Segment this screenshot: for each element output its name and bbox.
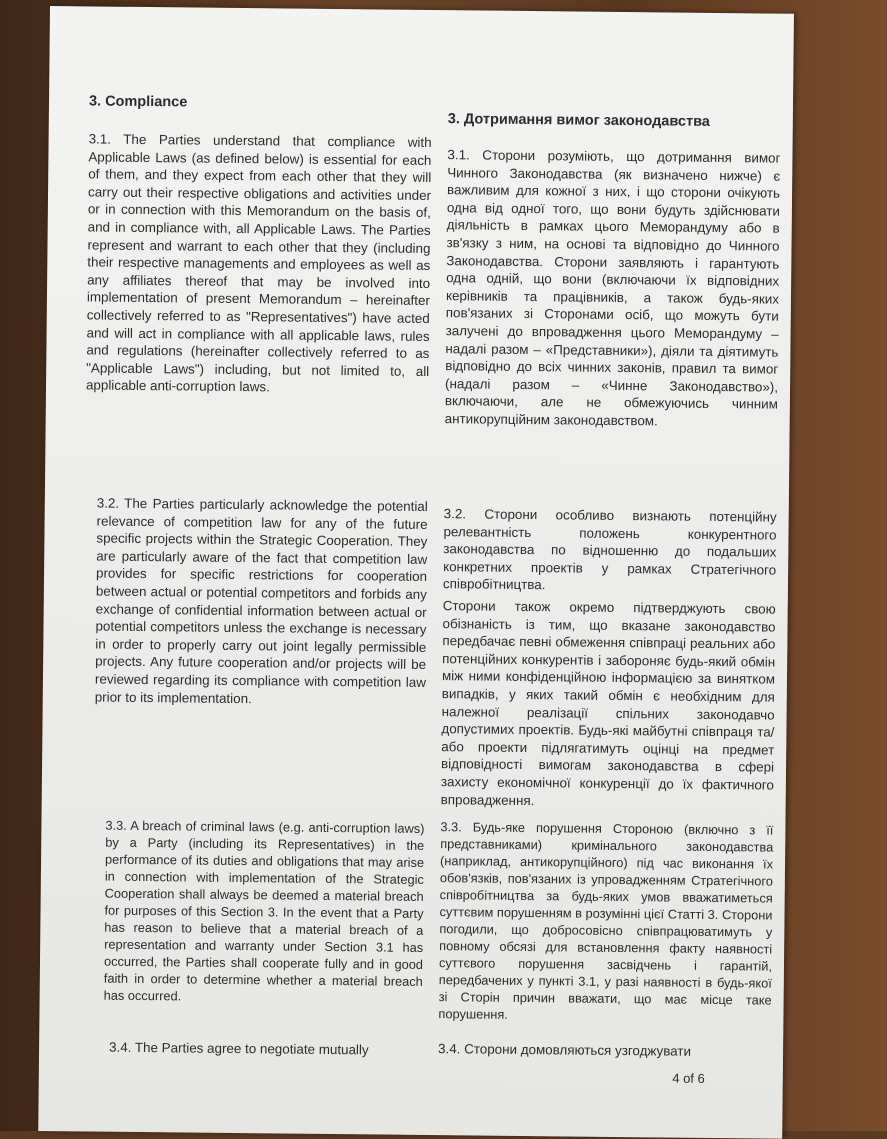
page-number: 4 of 6 xyxy=(672,1070,705,1086)
clause-3-2-en: 3.2. The Parties particularly acknowledge the potential relevance of competition law for any of the future specific projects within the Strategic Cooperation. They are particularly aware of the fact that competition law provides for specific restrictions for cooperation between actual or potential competitors and forbids any exchange of confidential information between actual or potential competitors unless the exchange is necessary in order to properly carry out joint legally permissible projects. Any future cooperation and/or projects will be reviewed regarding its compliance with competition law prior to its implementation. xyxy=(94,495,428,706)
section-heading-uk: 3. Дотримання вимог законодавства xyxy=(447,111,710,130)
section-heading-en: 3. Compliance xyxy=(88,93,188,111)
document-page xyxy=(38,6,794,1139)
clause-3-2-uk xyxy=(441,505,777,816)
clause-3-3-en: 3.3. A breach of criminal laws (e.g. anti-corruption laws) by a Party (including its Representatives) in the performance of its duties and obligations that may arise in connection with implementation of the Strategic Cooperation shall always be deemed a material breach for purposes of this Section 3. In the event that a Party has reason to believe that a material breach of a representation and warranty under Section 3.1 has occurred, the Parties shall cooperate fully and in good faith in order to determine whether a material breach has occurred. xyxy=(103,817,425,1004)
clause-3-4-uk: 3.4. Сторони домовляються узгоджувати xyxy=(438,1041,692,1059)
clause-3-3-uk: 3.3. Будь-яке порушення Стороною (включно з її представниками) кримінального законодавства (наприклад, антикорупційного) під час виконання їх обов'язків, пов'язаних із упровадженням Стратегічного співробітництва за будь-яких умов вважатиметься суттєвим порушенням в розумінні цієї Статті 3. Сторони погодили, що добросовісно співпрацюватимуть у повному обсязі для встановлення факту наявності суттєвого порушення засвідчень і гарантій, передбачених у пункті 3.1, у разі наявності в будь-якої зі Сторін причин вважати, що має місце таке порушення. xyxy=(438,819,774,1022)
clause-3-2-uk-part-1: 3.2. Сторони особливо визнають потенційну релевантність положень конкурентного законодавства по відношенню до подальших конкретних проектів у рамках Стратегічного співробітництва. xyxy=(442,506,777,593)
clause-3-1-uk: 3.1. Сторони розуміють, що дотримання вимог Чинного Законодавства (як визначено нижче) є важливим для кожної з них, і що сторони очікують одна від одної того, що вони будуть здійснювати діяльність в рамках цього Меморандуму або в зв'язку з ним, на основі та відповідно до Чинного Законодавства. Сторони заявляють і гарантують одна одній, що вони (включаючи їх відповідних керівників та працівників, а також будь-яких пов'язаних зі Сторонами осіб, що можуть бути залучені до впровадження цього Меморандуму – надалі разом – «Представники»), діяли та діятимуть відповідно до всіх чинних законів, правил та вимог (надалі разом – «Чинне Законодавство»), включаючи, але не обмежуючись чинним антикорупційним законодавством. xyxy=(444,147,781,429)
clause-3-1-en: 3.1. The Parties understand that compliance with Applicable Laws (as defined below) is essential for each of them, and they expect from each other that they will carry out their respective obligations and activities under or in connection with this Memorandum on the basis of, and in compliance with, all Applicable Laws. The Parties represent and warrant to each other that they (including their respective managements and employees as well as any affiliates thereof that may be involved into implementation of present Memorandum – hereinafter collectively referred to as "Representatives") have acted and will act in compliance with all applicable laws, rules and regulations (hereinafter collectively referred to as "Applicable Laws") including, but not limited to, all applicable anti-corruption laws. xyxy=(85,131,432,395)
clause-3-4-en: 3.4. The Parties agree to negotiate mutually xyxy=(109,1039,369,1058)
clause-3-2-uk-part-2: Сторони також окремо підтверджують свою обізнаність із тим, що вказане законодавство передбачає певні обмеження співпраці реальних або потенційних конкурентів і забороняє будь-який обмін між ними конфіденційною інформацією за винятком випадків, у яких такий обмін є необхідним для належної реалізації спільних законодавчо допустимих проектів. Будь-які майбутні співпраця та/або проекти підлягатимуть оцінці на предмет відповідності вимогам законодавства в сфері захисту економічної конкуренції до їх фактичного впровадження. xyxy=(440,598,776,808)
